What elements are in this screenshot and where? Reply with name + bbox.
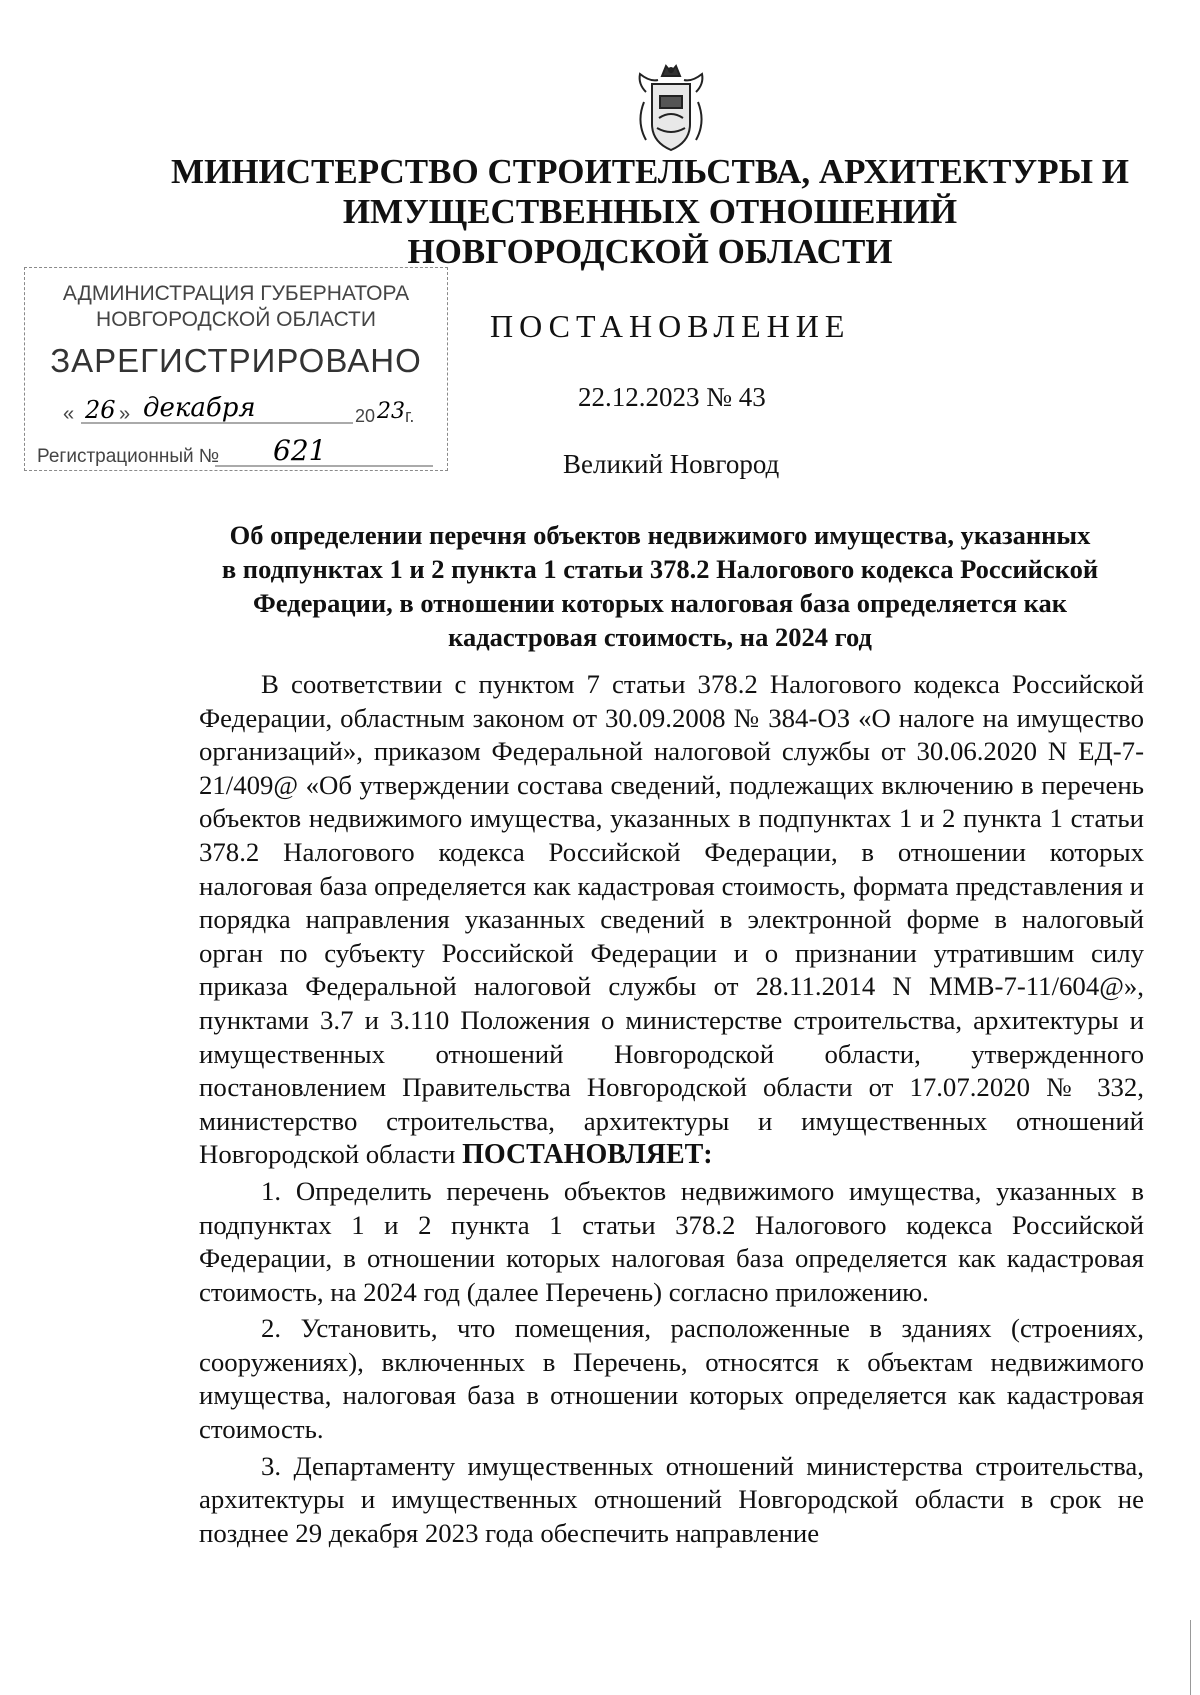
stamp-reg-label: Регистрационный № — [37, 446, 220, 467]
document-city: Великий Новгород — [563, 449, 780, 479]
document-date-number: 22.12.2023 № 43 — [578, 382, 766, 412]
stamp-month: декабря — [143, 396, 256, 423]
svg-text:»: » — [119, 403, 131, 425]
stamp-registered: ЗАРЕГИСТРИРОВАНО — [50, 342, 422, 379]
stamp-year-prefix: 20 — [355, 406, 376, 426]
title-line: в подпунктах 1 и 2 пункта 1 статьи 378.2 Налогового кодекса Российской — [221, 554, 1099, 584]
document-body — [199, 668, 1144, 1550]
stamp-line-2: НОВГОРОДСКОЙ ОБЛАСТИ — [96, 308, 376, 331]
item-paragraph-3: 3. Департаменту имущественных отношений министерства строительства, архитектуры и имущественных отношений Новгородской области в срок не позднее 29 декабря 2023 года обеспечить направление — [199, 1450, 1144, 1548]
stamp-year-unit: г. — [405, 406, 415, 426]
ministry-name-line-2: ИМУЩЕСТВЕННЫХ ОТНОШЕНИЙ — [342, 192, 958, 231]
ministry-name-line-1: МИНИСТЕРСТВО СТРОИТЕЛЬСТВА, АРХИТЕКТУРЫ И — [171, 152, 1129, 191]
stamp-line-1: АДМИНИСТРАЦИЯ ГУБЕРНАТОРА — [62, 282, 410, 305]
item-paragraph-1: 1. Определить перечень объектов недвижимого имущества, указанных в подпунктах 1 и 2 пункта 1 статьи 378.2 Налогового кодекса Российской Федерации, в отношении которых налоговая база определяется как кадастровая стоимость, на 2024 год (далее Перечень) согласно приложению. — [199, 1175, 1144, 1307]
preamble-paragraph — [199, 668, 1144, 1172]
preamble-text: В соответствии с пунктом 7 статьи 378.2 Налогового кодекса Российской Федерации, областным законом от 30.09.2008 № 384-ОЗ «О налоге на имущество организаций», приказом Федеральной налоговой службы от 30.06.2020 N ЕД-7-21/409@ «Об утверждении состава сведений, подлежащих включению в перечень объектов недвижимого имущества, указанных в подпунктах 1 и 2 пункта 1 статьи 378.2 Налогового кодекса Российской Федерации, в отношении которых налоговая база определяется как кадастровая стоимость, формата представления и порядка направления указанных сведений в электронной форме в налоговый орган по субъекту Российской Федерации и о признании утратившим силу приказа Федеральной налоговой службы от 28.11.2014 N ММВ-7-11/604@», пунктами 3.7 и 3.110 Положения о министерстве строительства, архитектуры и имущественных отношений Новгородской области, утвержденного постановлением Правительства Новгородской области от 17.07.2020 № 332, министерство строительства, архитектуры и имущественных отношений Новгородской области — [199, 669, 1144, 1170]
stamp-reg-number: 621 — [273, 438, 327, 467]
document-type: ПОСТАНОВЛЕНИЕ — [490, 308, 851, 344]
novgorod-coat-of-arms-icon — [632, 62, 710, 158]
stamp-date-line — [63, 396, 431, 426]
title-line: Об определении перечня объектов недвижимого имущества, указанных — [229, 520, 1091, 550]
stamp-registration-line — [37, 438, 435, 468]
resolves-word: ПОСТАНОВЛЯЕТ: — [462, 1139, 713, 1171]
registration-stamp — [24, 267, 448, 471]
title-line: Федерации, в отношении которых налоговая база определяется как — [253, 588, 1067, 618]
item-paragraph-2: 2. Установить, что помещения, расположенные в зданиях (строениях, сооружениях), включенных в Перечень, относятся к объектам недвижимого имущества, налоговая база в отношении которых определяется как кадастровая стоимость. — [199, 1313, 1144, 1445]
document-title — [180, 518, 1140, 654]
stamp-year-suffix: 23 — [377, 399, 405, 424]
title-line: кадастровая стоимость, на 2024 год — [448, 622, 872, 652]
scan-edge-mark — [1190, 1620, 1191, 1695]
stamp-day: 26 — [85, 396, 116, 424]
ministry-name-line-3: НОВГОРОДСКОЙ ОБЛАСТИ — [407, 232, 893, 271]
svg-text:«: « — [63, 403, 75, 425]
